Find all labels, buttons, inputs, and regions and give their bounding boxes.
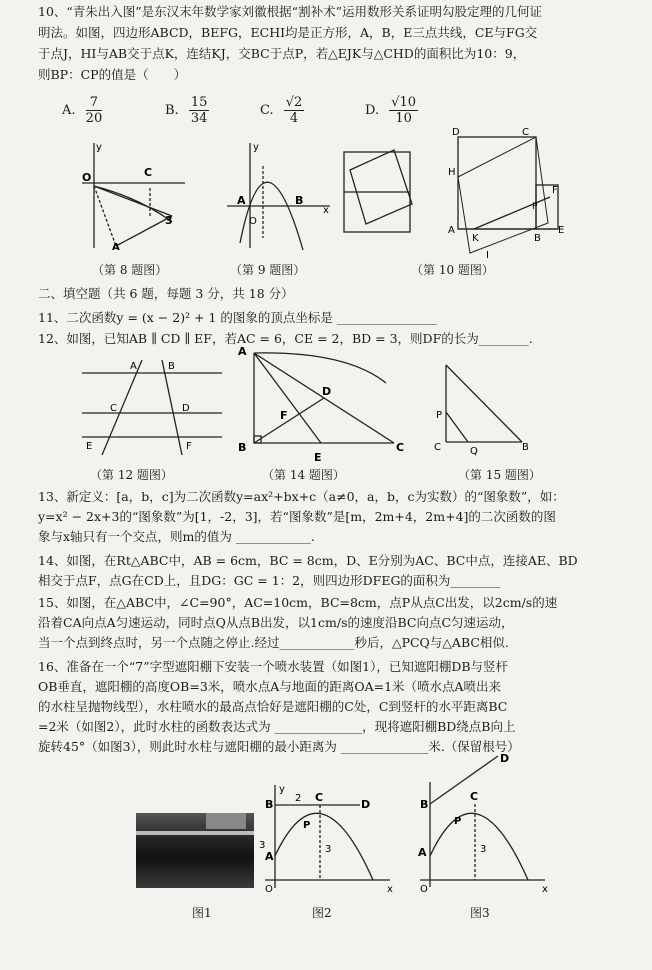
q10-line-2: 明法。如图，四边形ABCD，BEFG，ECHI均是正方形，A，B，E三点共线，CE与FG交 <box>38 25 538 40</box>
svg-text:3: 3 <box>480 844 487 855</box>
figure-3 <box>410 752 550 902</box>
svg-text:B: B <box>420 798 429 811</box>
q16-line-2: OB垂直，遮阳棚的高度OB=3米，喷水点A与地面的距离OA=1米（喷水点A喷出来 <box>38 679 502 694</box>
caption-fig12: （第 12 题图） <box>90 468 173 482</box>
svg-text:3: 3 <box>165 214 173 227</box>
figure-10 <box>446 125 566 260</box>
figure-15 <box>432 360 532 458</box>
svg-text:P: P <box>303 820 311 831</box>
svg-text:B: B <box>534 233 541 244</box>
svg-text:C: C <box>110 403 117 414</box>
svg-text:F: F <box>552 185 558 196</box>
svg-text:A: A <box>238 345 247 358</box>
q15-line-2: 沿着CA向点A匀速运动，同时点Q从点B出发，以1cm/s的速度沿BC向点C匀速运动， <box>38 615 514 630</box>
svg-text:B: B <box>295 194 304 207</box>
option-a: A. $\frac{7}{20}$ <box>62 95 103 126</box>
figure-2 <box>255 780 395 900</box>
q16-line-4: =2米（如图2），此时水柱的函数表达式为 ______________，现将遮阳棚BD绕点B向上 <box>38 719 516 734</box>
caption-fig10: （第 10 题图） <box>411 263 494 277</box>
svg-text:B: B <box>168 361 175 372</box>
figure-9 <box>225 138 335 253</box>
svg-text:C: C <box>434 442 441 453</box>
svg-text:E: E <box>86 441 93 452</box>
q13-line-2: y=x² − 2x+3的“图象数”为[1，-2，3]，若“图象数”是[m，2m+4，2m+4]的二次函数的图 <box>38 509 556 524</box>
svg-text:A: A <box>112 242 120 253</box>
figure-8 <box>80 138 190 253</box>
q13-line-1: 13、新定义：[a，b，c]为二次函数y=ax²+bx+c（a≠0，a，b，c为实数）的“图象数”，如： <box>38 489 565 504</box>
figure-1-photo <box>136 813 254 888</box>
svg-text:F: F <box>280 409 288 422</box>
svg-text:A: A <box>418 846 427 859</box>
svg-text:C: C <box>522 127 529 138</box>
q14-line-1: 14、如图，在Rt△ABC中，AB = 6cm，BC = 8cm，D、E分别为AC、BC中点，连接AE、BD <box>38 553 578 568</box>
svg-text:B: B <box>265 798 274 811</box>
q11: 11、二次函数y = (x − 2)² + 1 的图象的顶点坐标是 ________________ <box>38 310 437 325</box>
figure-14 <box>236 343 406 468</box>
section-2-heading: 二、填空题（共 6 题，每题 3 分，共 18 分） <box>38 286 294 301</box>
q10-line-1: 10、“青朱出入图”是东汉末年数学家刘徽根据“割补术”运用数形关系证明勾股定理的几何证 <box>38 4 542 19</box>
q15-line-3: 当一个点到终点时，另一个点随之停止.经过____________秒后，△PCQ与△ABC相似. <box>38 635 509 650</box>
option-c: C. $\frac{√2}{4}$ <box>260 95 303 126</box>
svg-text:O: O <box>420 884 428 895</box>
svg-text:C: C <box>470 790 479 803</box>
figure-12 <box>82 355 222 460</box>
q10-line-4: 则BP：CP的值是（ ） <box>38 67 187 82</box>
q13-line-3: 象与x轴只有一个交点，则m的值为 ____________. <box>38 529 315 544</box>
caption-fig14: （第 14 题图） <box>262 468 345 482</box>
svg-text:x: x <box>387 884 393 895</box>
svg-text:O: O <box>249 216 257 227</box>
svg-text:B: B <box>238 441 247 454</box>
svg-text:3: 3 <box>259 840 266 851</box>
svg-text:O: O <box>82 171 92 184</box>
caption-figure-2: 图2 <box>312 906 332 920</box>
option-d: D. $\frac{√10}{10}$ <box>365 95 417 126</box>
svg-text:E: E <box>558 225 565 236</box>
svg-text:D: D <box>182 403 190 414</box>
svg-text:E: E <box>314 451 322 464</box>
caption-figure-3: 图3 <box>470 906 490 920</box>
svg-text:I: I <box>486 250 489 260</box>
svg-text:B: B <box>522 442 529 453</box>
q16-line-1: 16、准备在一个“7”字型遮阳棚下安装一个喷水装置（如图1），已知遮阳棚DB与竖杆 <box>38 659 509 674</box>
svg-text:H: H <box>448 167 456 178</box>
svg-text:Q: Q <box>470 446 478 457</box>
svg-text:C: C <box>396 441 405 454</box>
q16-line-3: 的水柱呈抛物线型），水柱喷水的最高点恰好是遮阳棚的C处，C到竖杆的水平距离BC <box>38 699 508 714</box>
caption-figure-1: 图1 <box>192 906 212 920</box>
caption-fig8: （第 8 题图） <box>92 263 168 277</box>
svg-text:P: P <box>532 202 538 212</box>
svg-text:D: D <box>500 752 510 765</box>
q15-line-1: 15、如图，在△ABC中，∠C=90°，AC=10cm，BC=8cm，点P从点C出发，以2cm/s的速 <box>38 595 558 610</box>
svg-text:y: y <box>279 784 285 795</box>
svg-text:x: x <box>542 884 548 895</box>
svg-text:D: D <box>322 385 332 398</box>
svg-text:O: O <box>265 884 273 895</box>
caption-fig9: （第 9 题图） <box>230 263 306 277</box>
svg-text:D: D <box>452 127 460 138</box>
q16-line-5: 旋转45°（如图3），则此时水柱与遮阳棚的最小距离为 ______________米.（保留根号） <box>38 739 520 754</box>
svg-text:y: y <box>96 142 102 153</box>
svg-text:2: 2 <box>295 793 302 804</box>
svg-text:P: P <box>436 410 443 421</box>
option-b: B. $\frac{15}{34}$ <box>165 95 208 126</box>
svg-text:A: A <box>237 194 246 207</box>
svg-text:A: A <box>265 850 274 863</box>
q10-line-3: 于点J，HI与AB交于点K，连结KJ，交BC于点P，若△EJK与△CHD的面积比为10：9， <box>38 46 526 61</box>
svg-text:x: x <box>323 205 329 216</box>
svg-text:A: A <box>448 225 455 236</box>
svg-text:C: C <box>144 166 153 179</box>
svg-text:A: A <box>130 361 137 372</box>
svg-text:3: 3 <box>325 844 332 855</box>
caption-fig15: （第 15 题图） <box>458 468 541 482</box>
svg-text:y: y <box>253 142 259 153</box>
svg-text:K: K <box>472 233 479 244</box>
q12: 12、如图，已知AB ∥ CD ∥ EF，若AC = 6，CE = 2，BD = 3，则DF的长为________. <box>38 331 533 346</box>
q14-line-2: 相交于点F，点G在CD上，且DG：GC = 1：2，则四边形DFEG的面积为________ <box>38 573 501 588</box>
figure-10-squares <box>338 140 418 250</box>
svg-text:P: P <box>454 816 462 827</box>
svg-text:C: C <box>315 791 324 804</box>
svg-text:D: D <box>361 798 371 811</box>
svg-text:F: F <box>186 441 192 452</box>
